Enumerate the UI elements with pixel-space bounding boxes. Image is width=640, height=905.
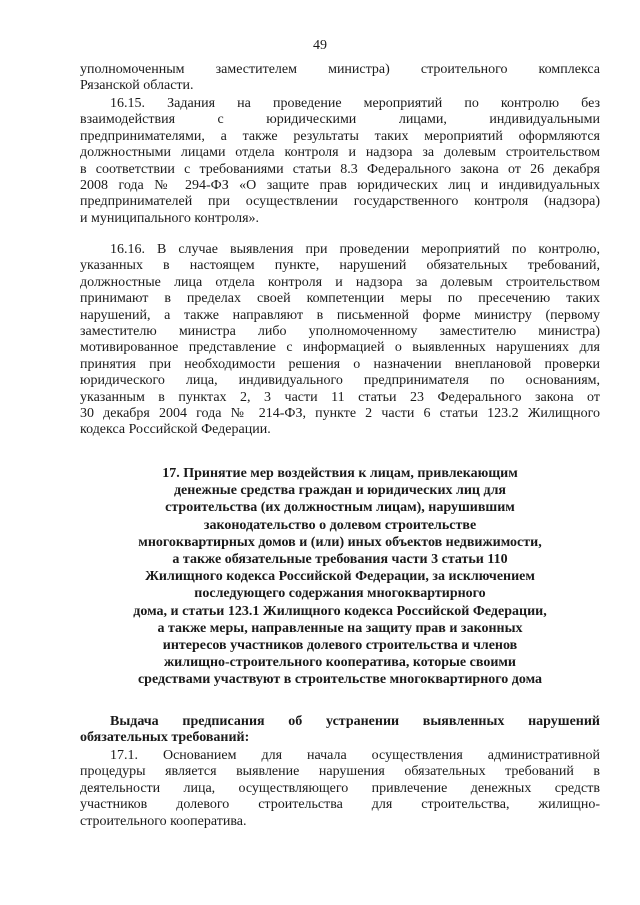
text-line: мотивированное представление с информацией о выявленных нарушениях для [80, 340, 600, 356]
heading-line: дома, и статьи 123.1 Жилищного кодекса Российской Федерации, [133, 603, 547, 619]
paragraph-16-16 [80, 242, 600, 439]
text-line: уполномоченным заместителем министра) строительного комплекса [80, 62, 600, 77]
heading-line: многоквартирных домов и (или) иных объектов недвижимости, [138, 534, 542, 550]
heading-line: законодательство о долевом строительстве [203, 517, 477, 533]
text-line: предпринимателями, а также результаты таких мероприятий оформляются [80, 128, 600, 144]
text-line: должностные лица отдела контроля и надзора за долевым строительством [80, 274, 600, 290]
heading-line: 17. Принятие мер воздействия к лицам, привлекающим [162, 466, 518, 481]
text-line: деятельности лица, осуществляющего привлечение денежных средств [80, 780, 600, 796]
text-line: взаимодействия с юридическими лицами, индивидуальными [80, 112, 600, 128]
text-line: заместителю министра либо уполномоченному заместителю министра) [80, 323, 600, 339]
heading-line: а также обязательные требования части 3 статьи 110 [172, 551, 508, 567]
text-line: юридического лица, индивидуального предпринимателя по основаниям, [80, 373, 600, 389]
heading-line: Жилищного кодекса Российской Федерации, за исключением [145, 569, 535, 585]
subheading-line: Выдача предписания об устранении выявленных нарушений [110, 714, 600, 729]
text-line: Рязанской области. [80, 78, 194, 94]
text-line: принимают в пределах своей компетенции меры по пресечению таких [80, 291, 600, 307]
subheading [80, 714, 600, 747]
text-line: кодекса Российской Федерации. [80, 422, 271, 438]
text-line: и муниципального контроля». [80, 210, 260, 226]
heading-line: интересов участников долевого строительства и членов [162, 637, 518, 653]
section-17-heading [80, 465, 600, 688]
text-line: нарушений, а также направляют в письменной форме министру (первому [80, 307, 600, 323]
text-line: в соответствии с требованиями статьи 8.3 Федерального закона от 26 декабря [80, 161, 600, 177]
text-line: 2008 года № 294-ФЗ «О защите прав юридических лиц и индивидуальных [80, 177, 600, 193]
text-line: участников долевого строительства для строительства, жилищно- [80, 797, 600, 813]
text-line: 16.15. Задания на проведение мероприятий по контролю без [110, 96, 600, 111]
text-line: должностными лицами отдела контроля и надзора за долевым строительством [80, 145, 600, 161]
page-number: 49 [313, 38, 327, 53]
heading-line: строительства (их должностным лицам), нарушившим [165, 500, 515, 516]
heading-line: средствами участвуют в строительстве многоквартирного дома [137, 672, 543, 688]
continuation-paragraph [80, 62, 600, 95]
text-line: предпринимателей при осуществлении государственного контроля (надзора) [80, 194, 600, 210]
text-line: указанным в пунктах 2, 3 части 11 статьи 23 Федерального закона от [80, 389, 600, 405]
heading-line: жилищно-строительного кооператива, которые своими [164, 655, 516, 671]
paragraph-17-1 [80, 748, 600, 830]
heading-line: последующего содержания многоквартирного [194, 586, 486, 602]
text-line: указанных в настоящем пункте, нарушений обязательных требований, [80, 258, 600, 274]
text-line: 30 декабря 2004 года № 214-ФЗ, пункте 2 части 6 статьи 123.2 Жилищного [80, 405, 600, 421]
text-line: 17.1. Основанием для начала осуществления административной [110, 748, 600, 763]
heading-line: а также меры, направленные на защиту прав и законных [157, 620, 523, 636]
text-line: принятия при необходимости решения о назначении внеплановой проверки [80, 356, 600, 372]
text-line: 16.16. В случае выявления при проведении мероприятий по контролю, [110, 242, 600, 257]
paragraph-16-15 [80, 96, 600, 227]
text-line: строительного кооператива. [80, 813, 247, 829]
text-line: процедуры является выявление нарушения обязательных требований в [80, 764, 600, 780]
subheading-line: обязательных требований: [80, 730, 250, 746]
heading-line: денежные средства граждан и юридических лиц для [173, 483, 507, 499]
